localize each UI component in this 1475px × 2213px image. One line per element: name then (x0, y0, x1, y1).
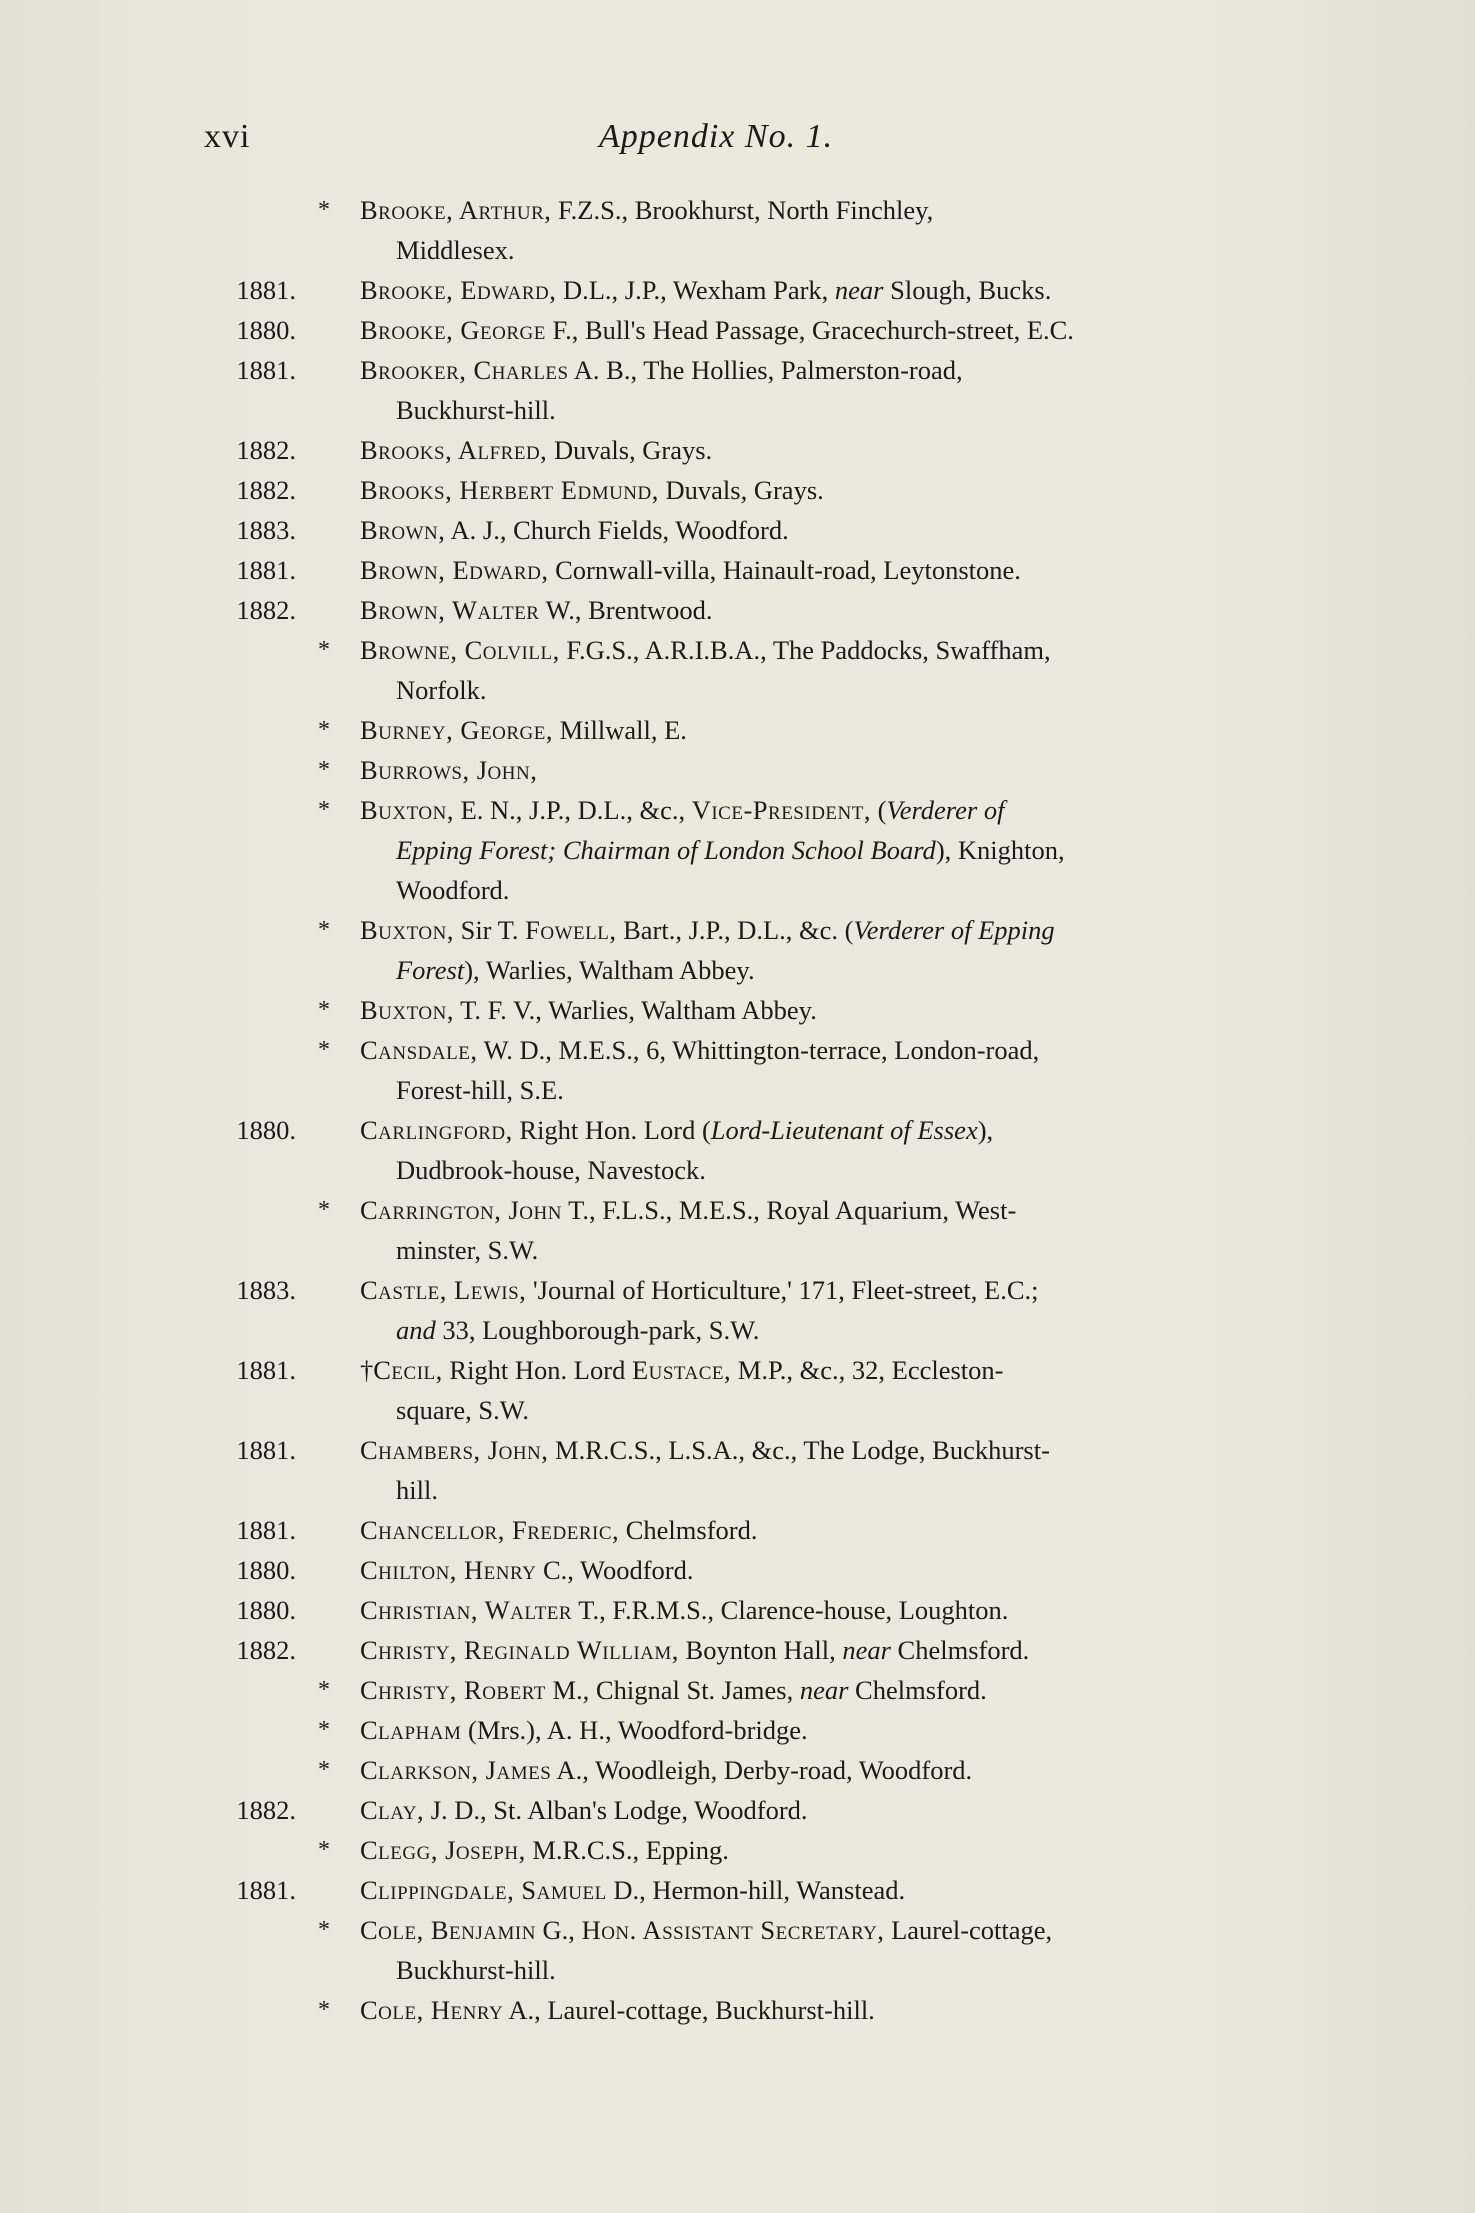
continuation-line (360, 870, 1295, 910)
election-year: 1881. (236, 1515, 296, 1545)
member-title: Vice-President, (691, 795, 871, 825)
original-member-marker: * (318, 637, 330, 663)
election-year: 1881. (236, 1355, 296, 1385)
member-text (360, 1270, 1295, 1350)
member-name: Brooker, Charles (360, 355, 569, 385)
member-entry (200, 1750, 1295, 1790)
member-entry (200, 790, 1295, 910)
member-details: J. D., St. Alban's Lodge, Woodford. (424, 1795, 808, 1825)
member-entry (200, 1870, 1295, 1910)
continuation-line (360, 1950, 1295, 1990)
member-name: Carlingford, (360, 1115, 513, 1145)
member-details: Middlesex. (396, 235, 515, 265)
member-text (360, 470, 1295, 510)
page-number: xvi (204, 118, 251, 155)
member-italic-note: and (396, 1315, 436, 1345)
member-entry (200, 190, 1295, 270)
member-name: Clapham (360, 1715, 462, 1745)
member-details: ( (870, 795, 887, 825)
original-member-marker: * (318, 197, 330, 223)
member-details: Dudbrook-house, Navestock. (396, 1155, 706, 1185)
member-italic-note: Lord-Lieutenant of Essex (710, 1115, 978, 1145)
member-name: Brown, Walter (360, 595, 540, 625)
member-text (360, 510, 1295, 550)
page-header (204, 118, 1294, 168)
continuation-line (360, 1470, 1295, 1510)
member-title: Eustace, (631, 1355, 732, 1385)
member-name: Brown, (360, 515, 446, 545)
continuation-line (360, 950, 1295, 990)
original-member-marker: * (318, 1677, 330, 1703)
member-italic-note: Verderer of Epping (853, 915, 1055, 945)
member-text (360, 1350, 1295, 1430)
member-details: Boynton Hall, (678, 1635, 843, 1665)
member-details: Millwall, E. (552, 715, 687, 745)
original-member-marker: * (318, 917, 330, 943)
original-member-marker: * (318, 1037, 330, 1063)
continuation-line (360, 1390, 1295, 1430)
member-text (360, 990, 1295, 1030)
member-text (360, 1870, 1295, 1910)
member-entry (200, 1510, 1295, 1550)
election-year: 1882. (236, 595, 296, 625)
member-text (360, 590, 1295, 630)
member-name: Brooke, George (360, 315, 546, 345)
member-details: M.R.C.S., L.S.A., &c., The Lodge, Buckhurst- (548, 1435, 1050, 1465)
member-name: Brooks, Herbert Edmund, (360, 475, 659, 505)
member-text (360, 1830, 1295, 1870)
member-name: Clay, (360, 1795, 425, 1825)
member-name: Christian, Walter (360, 1595, 573, 1625)
member-entry (200, 1550, 1295, 1590)
member-name: Cecil, (373, 1355, 443, 1385)
member-details: Chelmsford. (848, 1675, 987, 1705)
member-details: D.L., J.P., Wexham Park, (556, 275, 835, 305)
member-text (360, 1910, 1295, 1990)
member-text (360, 750, 1295, 790)
election-year: 1883. (236, 1275, 296, 1305)
member-text (360, 1030, 1295, 1110)
member-entry (200, 430, 1295, 470)
member-details: (Mrs.), A. H., Woodford-bridge. (461, 1715, 808, 1745)
member-entry (200, 470, 1295, 510)
member-details: Norfolk. (396, 675, 487, 705)
election-year: 1882. (236, 1795, 296, 1825)
member-entry (200, 1910, 1295, 1990)
member-name: Cansdale, (360, 1035, 478, 1065)
member-italic-note: Verderer of (886, 795, 1005, 825)
running-title: Appendix No. 1. (599, 118, 834, 155)
member-details: Bart., J.P., D.L., &c. ( (616, 915, 854, 945)
member-entry (200, 1830, 1295, 1870)
member-name: Clegg, Joseph, (360, 1835, 526, 1865)
member-title: Hon. Assistant Secretary, (581, 1915, 885, 1945)
member-entry (200, 350, 1295, 430)
member-entry (200, 270, 1295, 310)
member-text (360, 1630, 1295, 1670)
member-details: 'Journal of Horticulture,' 171, Fleet-street, E.C.; (526, 1275, 1039, 1305)
member-entry (200, 1710, 1295, 1750)
member-text (360, 630, 1295, 710)
member-details: A., Woodleigh, Derby-road, Woodford. (551, 1755, 973, 1785)
member-text (360, 710, 1295, 750)
member-details: square, S.W. (396, 1395, 529, 1425)
member-details: Cornwall-villa, Hainault-road, Leytonstone. (548, 555, 1021, 585)
member-details: G., (535, 1915, 582, 1945)
member-details: T., F.L.S., M.E.S., Royal Aquarium, West- (561, 1195, 1017, 1225)
member-text (360, 1430, 1295, 1510)
election-year: 1882. (236, 1635, 296, 1665)
member-name: Brown, Edward, (360, 555, 549, 585)
member-name: Brooke, Arthur, (360, 195, 552, 225)
election-year: 1881. (236, 355, 296, 385)
continuation-line (360, 670, 1295, 710)
member-entry (200, 1590, 1295, 1630)
member-text (360, 190, 1295, 270)
member-text (360, 310, 1295, 350)
member-name: Cole, Henry (360, 1995, 504, 2025)
member-text (360, 1550, 1295, 1590)
member-text (360, 1990, 1295, 2030)
member-text (360, 1590, 1295, 1630)
member-entry (200, 310, 1295, 350)
original-member-marker: * (318, 717, 330, 743)
member-entry (200, 630, 1295, 710)
member-details: F.G.S., A.R.I.B.A., The Paddocks, Swaffham, (559, 635, 1051, 665)
election-year: 1883. (236, 515, 296, 545)
member-text (360, 350, 1295, 430)
member-name: Burney, George, (360, 715, 553, 745)
member-name: Browne, Colvill, (360, 635, 560, 665)
member-name: Chancellor, Frederic, (360, 1515, 620, 1545)
member-entry (200, 1110, 1295, 1190)
election-year: 1880. (236, 315, 296, 345)
election-year: 1880. (236, 1595, 296, 1625)
member-details: Forest-hill, S.E. (396, 1075, 564, 1105)
member-entry (200, 550, 1295, 590)
member-name: Chambers, John, (360, 1435, 549, 1465)
member-details: Chelmsford. (890, 1635, 1030, 1665)
member-name: Burrows, John, (360, 755, 538, 785)
member-entry (200, 1270, 1295, 1350)
member-details: ), Warlies, Waltham Abbey. (464, 955, 755, 985)
member-details: hill. (396, 1475, 438, 1505)
election-year: 1882. (236, 435, 296, 465)
member-details: W. D., M.E.S., 6, Whittington-terrace, London-road, (477, 1035, 1040, 1065)
member-name: Christy, Robert (360, 1675, 546, 1705)
member-italic-note: near (799, 1675, 849, 1705)
member-text (360, 1790, 1295, 1830)
continuation-line (360, 1310, 1295, 1350)
member-details: Laurel-cottage, (884, 1915, 1053, 1945)
election-year: 1880. (236, 1555, 296, 1585)
member-details: Buckhurst-hill. (396, 395, 556, 425)
member-text (360, 550, 1295, 590)
member-details: T., F.R.M.S., Clarence-house, Loughton. (572, 1595, 1009, 1625)
member-details: Chelmsford. (619, 1515, 758, 1545)
member-details: D., Hermon-hill, Wanstead. (606, 1875, 906, 1905)
member-details: F.Z.S., Brookhurst, North Finchley, (551, 195, 934, 225)
original-member-marker: * (318, 1997, 330, 2023)
member-name: Brooks, Alfred, (360, 435, 548, 465)
member-entry (200, 1190, 1295, 1270)
member-list (200, 190, 1295, 2030)
member-details: Duvals, Grays. (547, 435, 713, 465)
original-member-marker: * (318, 1197, 330, 1223)
member-details: F., Bull's Head Passage, Gracechurch-street, E.C. (545, 315, 1074, 345)
member-entry (200, 990, 1295, 1030)
dagger-mark: † (360, 1355, 374, 1385)
member-name: Clippingdale, Samuel (360, 1875, 607, 1905)
member-text (360, 1710, 1295, 1750)
member-details: E. N., J.P., D.L., &c., (453, 795, 692, 825)
member-text (360, 1670, 1295, 1710)
member-details: Right Hon. Lord ( (512, 1115, 711, 1145)
member-italic-note: Forest (396, 955, 465, 985)
member-details: Right Hon. Lord (442, 1355, 632, 1385)
election-year: 1880. (236, 1115, 296, 1145)
member-entry (200, 1430, 1295, 1510)
member-details: A., Laurel-cottage, Buckhurst-hill. (503, 1995, 875, 2025)
continuation-line (360, 230, 1295, 270)
member-entry (200, 1630, 1295, 1670)
election-year: 1881. (236, 555, 296, 585)
member-name: Christy, Reginald William, (360, 1635, 679, 1665)
member-entry (200, 910, 1295, 990)
election-year: 1881. (236, 1435, 296, 1465)
original-member-marker: * (318, 1717, 330, 1743)
member-details: Duvals, Grays. (658, 475, 824, 505)
member-details: Slough, Bucks. (883, 275, 1052, 305)
member-details: Sir T. (453, 915, 526, 945)
member-text (360, 1110, 1295, 1190)
member-name: Cole, Benjamin (360, 1915, 536, 1945)
member-details: Woodford. (396, 875, 510, 905)
member-entry (200, 510, 1295, 550)
member-name: Castle, Lewis, (360, 1275, 527, 1305)
member-details: W., Brentwood. (539, 595, 713, 625)
member-details: Buckhurst-hill. (396, 1955, 556, 1985)
original-member-marker: * (318, 1837, 330, 1863)
member-details: ), (977, 1115, 994, 1145)
continuation-line (360, 830, 1295, 870)
election-year: 1881. (236, 275, 296, 305)
member-entry (200, 1990, 1295, 2030)
member-name: Clarkson, James (360, 1755, 552, 1785)
member-entry (200, 1790, 1295, 1830)
member-text (360, 1750, 1295, 1790)
member-details: ), Knighton, (935, 835, 1065, 865)
member-text (360, 1510, 1295, 1550)
member-name: Buxton, (360, 795, 454, 825)
original-member-marker: * (318, 1757, 330, 1783)
member-text (360, 430, 1295, 470)
continuation-line (360, 390, 1295, 430)
member-details: 33, Loughborough-park, S.W. (435, 1315, 760, 1345)
original-member-marker: * (318, 1917, 330, 1943)
member-title: Fowell, (525, 915, 617, 945)
election-year: 1882. (236, 475, 296, 505)
member-text (360, 910, 1295, 990)
member-text (360, 1190, 1295, 1270)
member-italic-note: near (834, 275, 884, 305)
member-details: M.R.C.S., Epping. (525, 1835, 729, 1865)
member-details: M., Chignal St. James, (545, 1675, 800, 1705)
member-entry (200, 1350, 1295, 1430)
member-name: Brooke, Edward, (360, 275, 557, 305)
member-italic-note: Epping Forest; Chairman of London School Board (396, 835, 936, 865)
continuation-line (360, 1230, 1295, 1270)
member-italic-note: near (842, 1635, 891, 1665)
member-details: minster, S.W. (396, 1235, 539, 1265)
election-year: 1881. (236, 1875, 296, 1905)
member-name: Buxton, (360, 915, 454, 945)
member-details: T. F. V., Warlies, Waltham Abbey. (453, 995, 817, 1025)
member-details: M.P., &c., 32, Eccleston- (731, 1355, 1004, 1385)
member-entry (200, 1670, 1295, 1710)
member-entry (200, 710, 1295, 750)
member-text (360, 790, 1295, 910)
member-name: Carrington, John (360, 1195, 562, 1225)
original-member-marker: * (318, 797, 330, 823)
member-name: Chilton, Henry (360, 1555, 537, 1585)
original-member-marker: * (318, 757, 330, 783)
member-text (360, 270, 1295, 310)
member-entry (200, 750, 1295, 790)
original-member-marker: * (318, 997, 330, 1023)
member-details: C., Woodford. (536, 1555, 694, 1585)
member-details: A. J., Church Fields, Woodford. (445, 515, 789, 545)
member-entry (200, 1030, 1295, 1110)
continuation-line (360, 1150, 1295, 1190)
member-details: A. B., The Hollies, Palmerston-road, (568, 355, 963, 385)
continuation-line (360, 1070, 1295, 1110)
member-entry (200, 590, 1295, 630)
member-name: Buxton, (360, 995, 454, 1025)
